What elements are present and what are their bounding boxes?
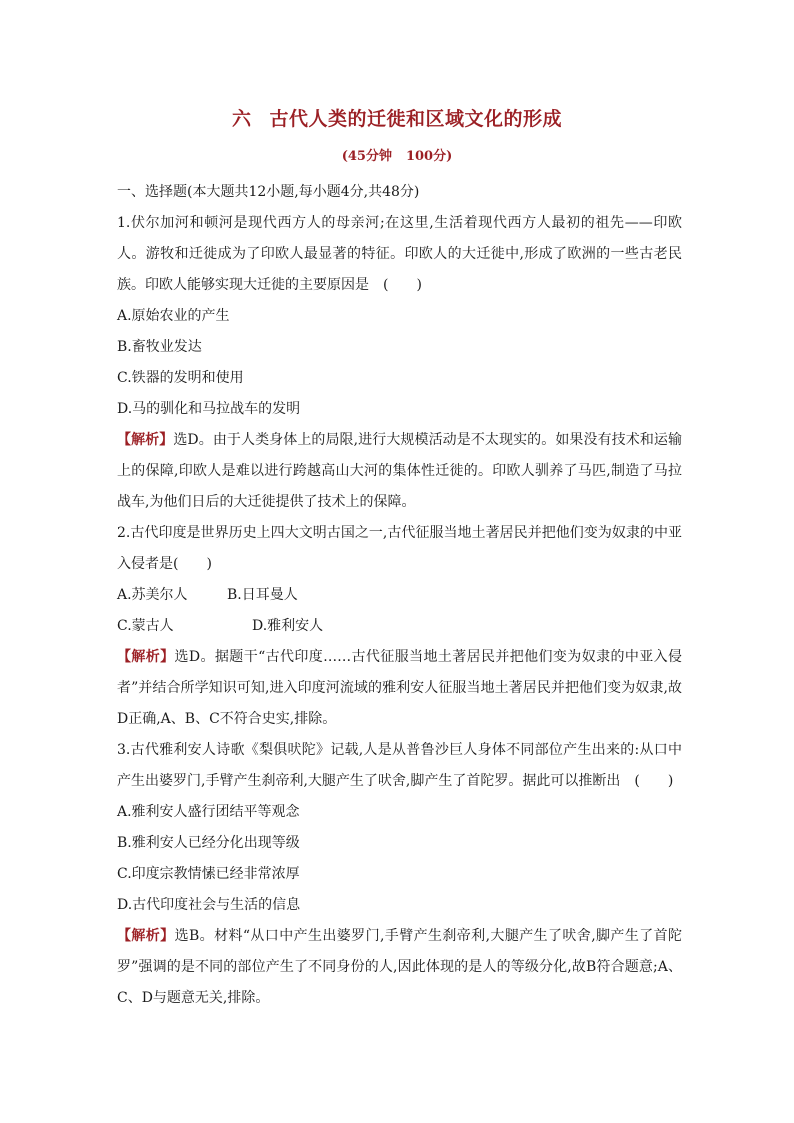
option-b: B.畜牧业发达 bbox=[117, 339, 202, 355]
options-row-2 bbox=[117, 611, 682, 642]
question-3-analysis: 【解析】选B。材料“从口中产生出婆罗门,手臂产生刹帝利,大腿产生了吠舍,脚产生了首陀罗”强调的是不同的部位产生了不同身份的人,因此体现的是人的等级分化,故B符合题意;A、C、D与题意无关,排除。 bbox=[117, 928, 683, 1006]
option-d: D.马的驯化和马拉战车的发明 bbox=[117, 401, 301, 417]
question-1-analysis: 【解析】选D。由于人类身体上的局限,进行大规模活动是不太现实的。如果没有技术和运输上的保障,印欧人是难以进行跨越高山大河的集体性迁徙的。印欧人驯养了马匹,制造了马拉战车,为他们日后的大迁徙提供了技术上的保障。 bbox=[117, 432, 682, 510]
option-a: A.苏美尔人 bbox=[117, 587, 188, 603]
analysis-label: 【解析】 bbox=[117, 649, 175, 665]
answer-blank: ( ) bbox=[383, 277, 422, 293]
option-a: A.雅利安人盛行团结平等观念 bbox=[117, 804, 300, 820]
question-1-stem: 1.伏尔加河和顿河是现代西方人的母亲河;在这里,生活着现代西方人最初的祖先——印欧人。游牧和迁徙成为了印欧人最显著的特征。印欧人的大迁徙中,形成了欧洲的一些古老民族。印欧人能够实现大迁徙的主要原因是 ( ) bbox=[117, 208, 682, 301]
total-score: 100分) bbox=[405, 149, 453, 164]
analysis-label: 【解析】 bbox=[117, 928, 175, 944]
answer-blank: ( ) bbox=[634, 773, 674, 789]
option-c: C.印度宗教情愫已经非常浓厚 bbox=[117, 866, 300, 882]
option-a: A.原始农业的产生 bbox=[117, 308, 230, 324]
time-score-info bbox=[0, 145, 794, 164]
option-d: D.雅利安人 bbox=[252, 618, 324, 634]
answer-blank: ( ) bbox=[173, 556, 212, 572]
options-row-1 bbox=[117, 580, 682, 611]
page-title bbox=[0, 104, 794, 131]
lesson-title: 古代人类的迁徙和区域文化的形成 bbox=[269, 108, 563, 130]
option-c: C.铁器的发明和使用 bbox=[117, 370, 244, 386]
time-limit: (45分钟 bbox=[341, 149, 392, 164]
question-2-analysis: 【解析】选D。据题干“古代印度……古代征服当地土著居民并把他们变为奴隶的中亚入侵者”并结合所学知识可知,进入印度河流域的雅利安人征服当地土著居民并把他们变为奴隶,故D正确,A、B、C不符合史实,排除。 bbox=[117, 649, 682, 727]
section-heading: 一、选择题(本大题共12小题,每小题4分,共48分) bbox=[117, 184, 420, 200]
option-d: D.古代印度社会与生活的信息 bbox=[117, 897, 301, 913]
option-c: C.蒙古人 bbox=[117, 618, 174, 634]
lesson-number: 六 bbox=[231, 108, 252, 130]
option-b: B.日耳曼人 bbox=[227, 587, 298, 603]
option-b: B.雅利安人已经分化出现等级 bbox=[117, 835, 300, 851]
analysis-label: 【解析】 bbox=[117, 432, 174, 448]
question-2-stem: 2.古代印度是世界历史上四大文明古国之一,古代征服当地土著居民并把他们变为奴隶的中亚入侵者是( ) bbox=[117, 525, 682, 572]
question-3-stem: 3.古代雅利安人诗歌《梨俱吠陀》记载,人是从普鲁沙巨人身体不同部位产生出来的:从口中产生出婆罗门,手臂产生刹帝利,大腿产生了吠舍,脚产生了首陀罗。据此可以推断出 ( ) bbox=[117, 735, 682, 797]
question-content bbox=[117, 177, 682, 1014]
